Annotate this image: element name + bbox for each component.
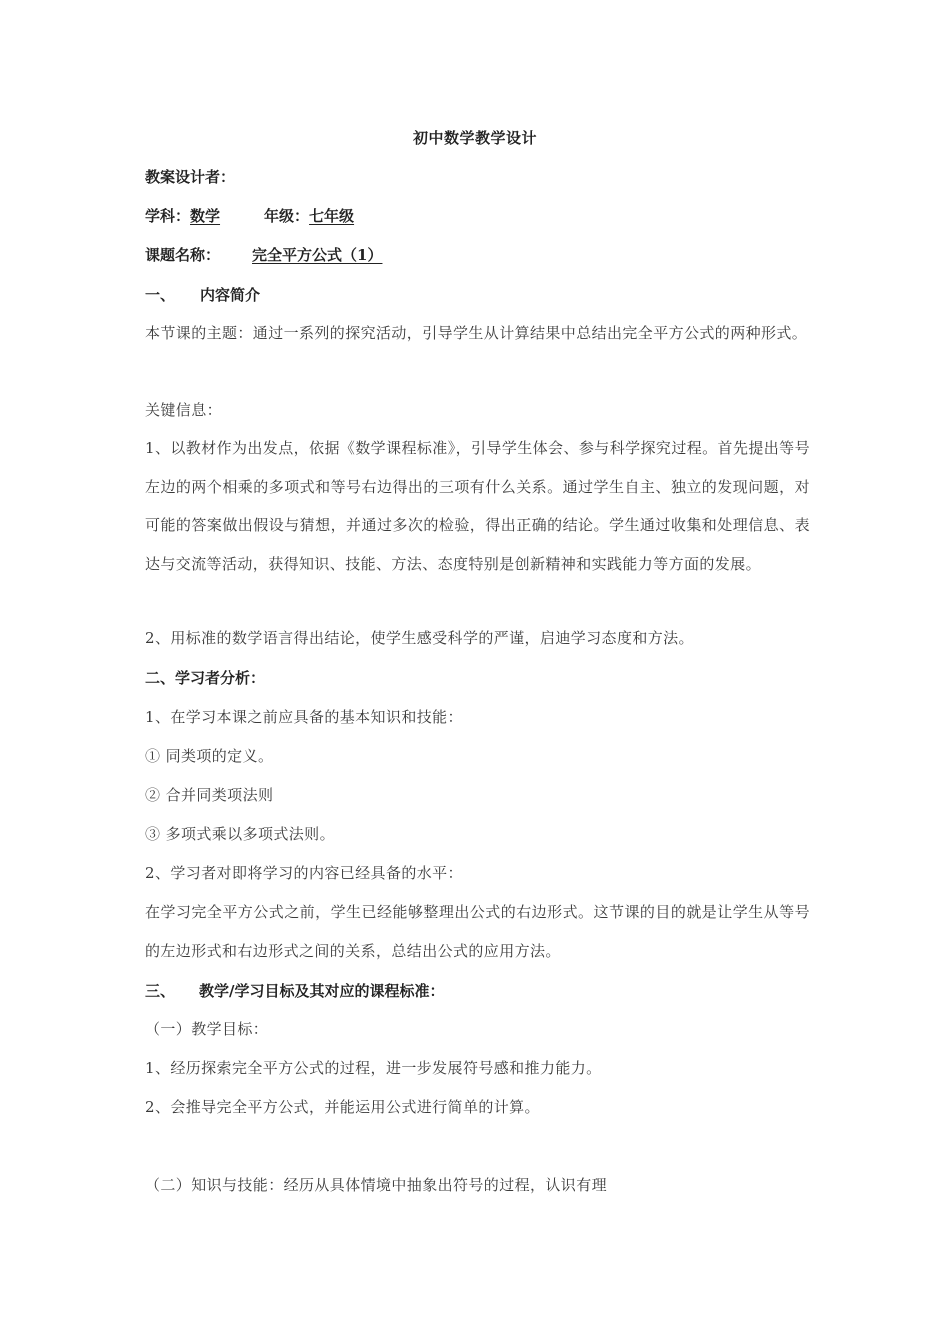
subject-label: 学科： bbox=[145, 207, 191, 225]
document-title: 初中数学教学设计 bbox=[412, 129, 537, 147]
section2-sub1: ① 同类项的定义。 bbox=[145, 747, 274, 765]
subject-value: 数学 bbox=[190, 207, 221, 225]
section3-title: 教学/学习目标及其对应的课程标准： bbox=[199, 982, 445, 1000]
grade-value: 七年级 bbox=[309, 207, 355, 225]
section3-goal2: 2、会推导完全平方公式，并能运用公式进行简单的计算。 bbox=[145, 1098, 540, 1116]
section1-title: 内容简介 bbox=[200, 286, 261, 304]
section1-theme: 本节课的主题：通过一系列的探究活动，引导学生从计算结果中总结出完全平方公式的两种形式。 bbox=[145, 324, 808, 342]
section3-number: 三、 bbox=[145, 982, 176, 1000]
designer-line bbox=[145, 167, 810, 187]
subject-grade-line bbox=[145, 206, 810, 226]
section2-sub2: ② 合并同类项法则 bbox=[145, 786, 274, 804]
grade-label: 年级： bbox=[264, 207, 310, 225]
section2-item1: 1、在学习本课之前应具备的基本知识和技能： bbox=[145, 708, 463, 726]
section2-item2: 2、学习者对即将学习的内容已经具备的水平： bbox=[145, 864, 463, 882]
topic-value: 完全平方公式（1） bbox=[252, 246, 383, 264]
section3-heading bbox=[145, 981, 810, 1001]
section3-subheading2: （二）知识与技能：经历从具体情境中抽象出符号的过程，认识有理 bbox=[145, 1176, 608, 1194]
section1-heading bbox=[145, 285, 810, 305]
section1-point1: 1、以教材作为出发点，依据《数学课程标准》，引导学生体会、参与科学探究过程。首先提出等号左边的两个相乘的多项式和等号右边得出的三项有什么关系。通过学生自主、独立的发现问题，对可能的答案做出假设与猜想，并通过多次的检验，得出正确的结论。学生通过收集和处理信息、表达与交流等活动，获得知识、技能、方法、态度特别是创新精神和实践能力等方面的发展。 bbox=[145, 439, 810, 573]
section1-point2: 2、用标准的数学语言得出结论，使学生感受科学的严谨，启迪学习态度和方法。 bbox=[145, 629, 694, 647]
section3-goal1: 1、经历探索完全平方公式的过程，进一步发展符号感和推力能力。 bbox=[145, 1059, 602, 1077]
key-info-label: 关键信息： bbox=[145, 401, 223, 419]
topic-label: 课题名称： bbox=[145, 246, 221, 264]
designer-label: 教案设计者： bbox=[145, 168, 236, 186]
topic-value-underlined bbox=[220, 246, 382, 264]
section3-subheading1: （一）教学目标： bbox=[145, 1020, 269, 1038]
section1-number: 一、 bbox=[145, 286, 176, 304]
section2-heading: 二、学习者分析： bbox=[145, 669, 266, 687]
section2-item2-text: 在学习完全平方公式之前，学生已经能够整理出公式的右边形式。这节课的目的就是让学生从等号的左边形式和右边形式之间的关系，总结出公式的应用方法。 bbox=[145, 903, 810, 960]
topic-line bbox=[145, 245, 810, 265]
section2-sub3: ③ 多项式乘以多项式法则。 bbox=[145, 825, 335, 843]
